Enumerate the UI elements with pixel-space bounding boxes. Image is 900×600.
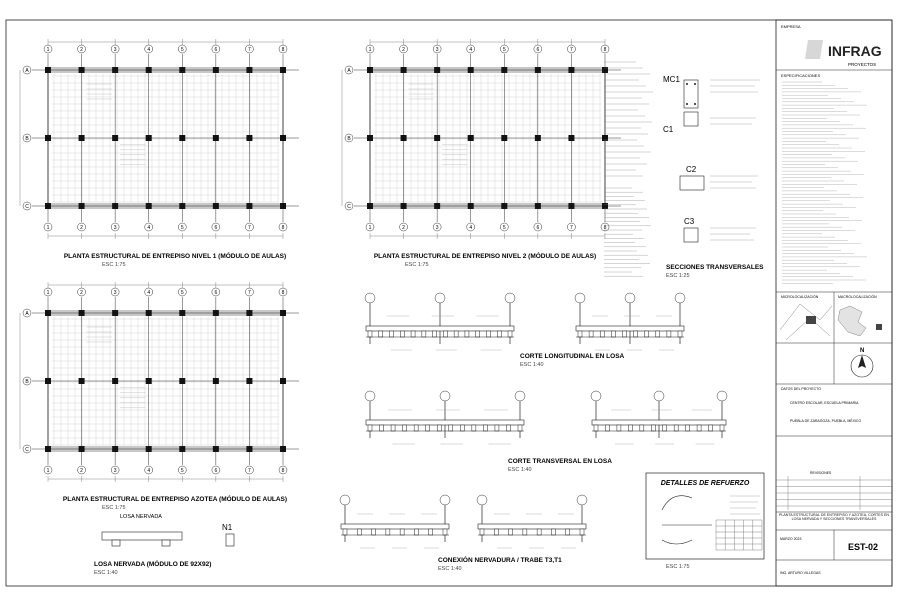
title-block-header: EMPRESA (781, 24, 801, 29)
cortes-panel (340, 293, 727, 548)
losa-scale: ESC 1:40 (94, 570, 118, 576)
rib (390, 331, 394, 337)
corte-axis-bubble (365, 293, 375, 303)
axis-label: 1 (368, 47, 372, 53)
rib (566, 529, 570, 535)
column-mark (45, 378, 51, 384)
column-mark (112, 135, 118, 141)
axis-label: 7 (248, 290, 251, 296)
rib (403, 425, 407, 431)
plan-azotea (20, 282, 299, 482)
corte-axis-bubble (625, 293, 635, 303)
rib (422, 331, 426, 337)
axis-label: 1 (46, 47, 50, 53)
rib (454, 331, 458, 337)
axis-label: 3 (113, 468, 117, 474)
axis-label: 8 (281, 468, 285, 474)
date-value: MARZO 2023 (780, 537, 802, 541)
rib (594, 425, 598, 431)
axis-label: 1 (46, 290, 50, 296)
corte-axis-bubble (575, 293, 585, 303)
rib (476, 331, 480, 337)
rib (460, 425, 464, 431)
axis-label: 2 (402, 47, 405, 53)
column-mark (535, 135, 541, 141)
axis-label: 5 (180, 47, 184, 53)
rib (386, 529, 390, 535)
rib (663, 425, 667, 431)
row-label: B (25, 136, 29, 142)
row-label: A (25, 311, 29, 317)
axis-label: 4 (469, 47, 473, 53)
slab-top (366, 326, 514, 331)
approved-by: ING. ARTURO VILLEGAS (780, 571, 821, 575)
column-mark (45, 135, 51, 141)
rib (634, 331, 638, 337)
rib (414, 425, 418, 431)
axis-label: 5 (180, 290, 184, 296)
rib (443, 331, 447, 337)
axis-label: 8 (603, 225, 607, 231)
rib (697, 425, 701, 431)
axis-label: 3 (113, 225, 117, 231)
rib (551, 529, 555, 535)
axis-label: 3 (435, 225, 439, 231)
corte-1-scale: ESC 1:40 (520, 362, 544, 368)
plan-nivel-2 (342, 39, 621, 239)
corte-axis-bubble (654, 391, 664, 401)
rib (589, 331, 593, 337)
axis-label: 1 (46, 468, 50, 474)
rib (433, 331, 437, 337)
rib (400, 529, 404, 535)
logo-shape (805, 40, 823, 59)
row-label: C (25, 204, 29, 210)
rib (580, 529, 584, 535)
corte-axis-bubble (435, 293, 445, 303)
axis-label: 7 (248, 47, 251, 53)
rib (343, 529, 347, 535)
detalles-title: DETALLES DE REFUERZO (660, 480, 750, 487)
rib (518, 425, 522, 431)
axis-label: 7 (570, 225, 573, 231)
axis-label: 7 (570, 47, 573, 53)
row-label: C (25, 447, 29, 453)
rib (640, 425, 644, 431)
axis-label: 3 (113, 290, 117, 296)
column-mark (146, 135, 152, 141)
rib (686, 425, 690, 431)
plan-1-title: PLANTA ESTRUCTURAL DE ENTREPISO NIVEL 1 (MÓDULO DE AULAS) (63, 253, 287, 260)
rib (674, 425, 678, 431)
section-c3-shape (684, 228, 698, 242)
rib (494, 529, 498, 535)
plan-3-scale: ESC 1:75 (102, 505, 126, 511)
revisions-header: REVISIONES (810, 471, 832, 475)
specs-header: ESPECIFICACIONES (781, 73, 821, 78)
axis-label: 5 (180, 225, 184, 231)
section-label-c3: C3 (684, 217, 695, 226)
axis-label: 5 (502, 47, 506, 53)
corte-2-title: CORTE TRANSVERSAL EN LOSA (508, 458, 612, 465)
rib (443, 529, 447, 535)
rib (537, 529, 541, 535)
axis-label: 6 (536, 225, 540, 231)
column-mark (146, 378, 152, 384)
project-address: PUEBLA DE ZARAGOZA, PUEBLA, MÉXICO (790, 419, 862, 423)
slab-top (366, 420, 524, 425)
column-mark (179, 135, 185, 141)
rib (678, 331, 682, 337)
rib (426, 425, 430, 431)
rib (472, 425, 476, 431)
axis-label: 5 (180, 468, 184, 474)
corte-3-title: CONEXIÓN NERVADURA / TRABE T3,T1 (438, 557, 562, 564)
axis-label: 8 (281, 225, 285, 231)
plan-3-title: PLANTA ESTRUCTURAL DE ENTREPISO AZOTEA (MÓDULO DE AULAS) (62, 496, 288, 503)
column-mark (79, 378, 85, 384)
axis-label: 2 (80, 47, 83, 53)
rib (483, 425, 487, 431)
slab-top (341, 524, 449, 529)
rib (379, 331, 383, 337)
corte-axis-bubble (577, 495, 587, 505)
axis-label: 8 (281, 47, 285, 53)
axis-label: 2 (402, 225, 405, 231)
axis-label: 3 (113, 47, 117, 53)
rib (357, 529, 361, 535)
corte-axis-bubble (505, 293, 515, 303)
axis-label: 8 (281, 290, 285, 296)
column-mark (568, 135, 574, 141)
corte-axis-bubble (515, 391, 525, 401)
axis-label: 2 (80, 290, 83, 296)
row-label: A (25, 68, 29, 74)
rib (486, 331, 490, 337)
corte-1-title: CORTE LONGITUDINAL EN LOSA (520, 353, 625, 360)
corte-axis-bubble (440, 391, 450, 401)
rib (495, 425, 499, 431)
rib (368, 331, 372, 337)
rib (380, 425, 384, 431)
project-header: DATOS DEL PROYECTO (781, 387, 821, 391)
rib (645, 331, 649, 337)
axis-label: 6 (214, 225, 218, 231)
rib (508, 331, 512, 337)
axis-label: 1 (46, 225, 50, 231)
rib (720, 425, 724, 431)
sections-scale: ESC 1:25 (666, 273, 690, 279)
logo-sub: PROYECTOS (848, 62, 877, 67)
axis-label: 6 (214, 468, 218, 474)
column-mark (434, 135, 440, 141)
rib (465, 331, 469, 337)
corte-axis-bubble (477, 495, 487, 505)
row-label: B (347, 136, 351, 142)
column-mark (246, 135, 252, 141)
logo-text: INFRAG (828, 43, 882, 59)
axis-label: 6 (536, 47, 540, 53)
corte-2-scale: ESC 1:40 (508, 467, 532, 473)
general-notes (604, 62, 653, 276)
row-label: B (25, 379, 29, 385)
rib (605, 425, 609, 431)
rib (651, 425, 655, 431)
losa-header: LOSA NERVADA (120, 514, 162, 520)
section-c2-shape (680, 176, 704, 190)
corte-axis-bubble (340, 495, 350, 505)
rib (617, 425, 621, 431)
section-label-c2: C2 (686, 165, 697, 174)
axis-label: 2 (80, 468, 83, 474)
sheet-code: EST-02 (847, 542, 879, 552)
plan-2-title: PLANTA ESTRUCTURAL DE ENTREPISO NIVEL 2 (MÓDULO DE AULAS) (373, 253, 597, 260)
rib (411, 331, 415, 337)
rib (622, 331, 626, 337)
axis-label: 4 (147, 225, 151, 231)
axis-label: 4 (469, 225, 473, 231)
plan-2-scale: ESC 1:75 (405, 262, 429, 268)
column-mark (501, 135, 507, 141)
column-mark (79, 135, 85, 141)
axis-label: 8 (603, 47, 607, 53)
title-block (776, 20, 892, 586)
plan-nivel-1 (20, 39, 299, 239)
corte-axis-bubble (365, 391, 375, 401)
column-mark (280, 378, 286, 384)
macro-header: MACROLOCALIZACIÓN (838, 295, 877, 299)
section-label-c1: C1 (663, 125, 674, 134)
rib (656, 331, 660, 337)
sections-title: SECCIONES TRANSVERSALES (666, 264, 764, 271)
losa-nervada-detail (94, 514, 234, 576)
corte-3-scale: ESC 1:40 (438, 566, 462, 572)
column-mark (179, 378, 185, 384)
column-mark (401, 135, 407, 141)
slab-top (592, 420, 726, 425)
slab-top (478, 524, 586, 529)
rib (611, 331, 615, 337)
project-name: CENTRO ESCOLAR, ESCUELA PRIMARIA (790, 401, 859, 405)
rib (372, 529, 376, 535)
axis-label: 4 (147, 290, 151, 296)
column-mark (213, 378, 219, 384)
sections-panel (663, 75, 764, 279)
corte-axis-bubble (717, 391, 727, 401)
corte-axis-bubble (675, 293, 685, 303)
rib (429, 529, 433, 535)
rib (437, 425, 441, 431)
row-label: A (347, 68, 351, 74)
axis-label: 3 (435, 47, 439, 53)
rib (449, 425, 453, 431)
rib (628, 425, 632, 431)
rib (506, 425, 510, 431)
rib (414, 529, 418, 535)
axis-label: 5 (502, 225, 506, 231)
corte-axis-bubble (591, 391, 601, 401)
column-mark (367, 135, 373, 141)
axis-label: 6 (214, 47, 218, 53)
column-mark (280, 135, 286, 141)
rib (578, 331, 582, 337)
rib (391, 425, 395, 431)
rib (497, 331, 501, 337)
rib (368, 425, 372, 431)
plan-1-scale: ESC 1:75 (102, 262, 126, 268)
rib (667, 331, 671, 337)
losa-title: LOSA NERVADA (MÓDULO DE 92X92) (94, 561, 212, 568)
rib (523, 529, 527, 535)
column-mark (213, 135, 219, 141)
axis-label: 2 (80, 225, 83, 231)
rib (480, 529, 484, 535)
n1-label: N1 (222, 523, 233, 532)
rib (709, 425, 713, 431)
axis-label: 1 (368, 225, 372, 231)
column-mark (246, 378, 252, 384)
row-label: C (347, 204, 351, 210)
axis-label: 7 (248, 225, 251, 231)
rib (509, 529, 513, 535)
section-label-mc1: MC1 (663, 75, 680, 84)
column-mark (112, 378, 118, 384)
section-c1-shape (684, 112, 698, 126)
detalles-refuerzo (646, 473, 764, 570)
slab-top (576, 326, 684, 331)
location-header: MICROLOCALIZACIÓN (781, 295, 819, 299)
sheet-description: PLANTA ESTRUCTURAL DE ENTREPISO Y AZOTEA, CORTES EN LOSA NERVADA Y SECCIONES TRANSVERSALES (778, 513, 890, 522)
column-mark (468, 135, 474, 141)
axis-label: 4 (147, 47, 151, 53)
corte-axis-bubble (440, 495, 450, 505)
detalles-scale: ESC 1:75 (666, 564, 690, 570)
north-label: N (860, 348, 865, 354)
rib (400, 331, 404, 337)
axis-label: 4 (147, 468, 151, 474)
axis-label: 7 (248, 468, 251, 474)
axis-label: 6 (214, 290, 218, 296)
rib (600, 331, 604, 337)
